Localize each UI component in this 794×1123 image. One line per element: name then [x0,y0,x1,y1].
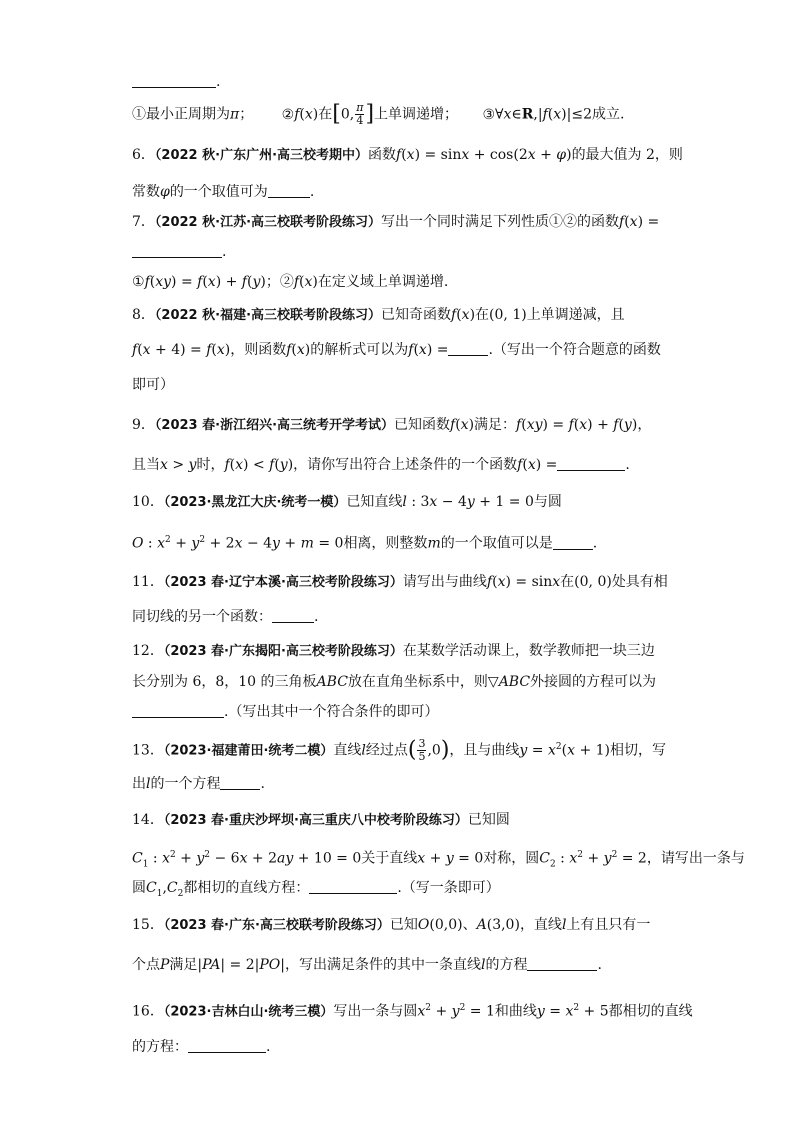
answer-blank[interactable] [132,703,224,718]
answer-blank[interactable] [527,956,597,971]
answer-blank[interactable] [220,775,260,790]
q15-line2: 个点P满足|PA| = 2|PO|，写出满足条件的其中一条直线l的方程 . [132,957,602,973]
q13-line2: 出l的一个方程 . [132,776,265,792]
q14-line2: $C_1$ : $x^2 + y^2 - 6x + 2ay + 10 = 0$关于直线x + y = 0对称，圆$C_2$ : $x^2 + y^2 = 2$，请写出一条与 [132,850,745,870]
q10-line1: 10．（2023·黑龙江大庆·统考一模）已知直线l : 3x − 4y + 1 = 0与圆 [132,494,562,510]
q5-answer-line: . [132,72,220,92]
answer-blank[interactable] [553,535,593,550]
answer-blank[interactable] [132,73,216,88]
q7-conditions: ①f(xy) = f(x) + f(y)；②f(x)在定义域上单调递增. [132,274,449,290]
q8-line2: f(x + 4) = f(x)，则函数f(x)的解析式可以为f(x) = .（写出一个符合题意的函数 [132,342,661,358]
q16-line1: 16．（2023·吉林白山·统考三模）写出一条与圆$x^2 + y^2 = 1$和曲线$y = x^2 + 5$都相切的直线 [132,1003,693,1020]
q7-line1: 7．（2022 秋·江苏·高三校联考阶段练习）写出一个同时满足下列性质①②的函数f(x) = [132,214,660,230]
answer-blank[interactable] [309,879,397,894]
q16-line2: 的方程： . [132,1039,271,1055]
q12-line1: 12．（2023 春·广东揭阳·高三校考阶段练习）在某数学活动课上，数学教师把一块三边 [132,643,655,659]
answer-blank[interactable] [272,608,314,623]
q14-line3: 圆$C_1,C_2$都相切的直线方程： .（写一条即可） [132,880,500,899]
q14-line1: 14．（2023 春·重庆沙坪坝·高三重庆八中校考阶段练习）已知圆 [132,812,510,828]
q6-line2: 常数φ的一个取值可为 . [132,184,315,200]
answer-blank[interactable] [557,456,625,471]
answer-blank[interactable] [268,183,310,198]
q10-line2: O : $x^2 + y^2 + 2x - 4y + m = 0$相离，则整数m的一个取值可以是 . [132,535,598,552]
q6-line1: 6．（2022 秋·广东广州·高三校考期中）函数f(x) = sinx + cos(2x + φ)的最大值为 2，则 [132,147,683,163]
q5-conditions: ①最小正周期为π； ②f(x)在[0, $\frac{\pi}{4}$ ]上单调递增； ③∀x∈R,|f(x)|≤2成立. [132,101,625,127]
q12-line2: 长分别为 6，8，10 的三角板ABC放在直角坐标系中，则▽ABC外接圆的方程可以为 [132,674,657,690]
answer-blank[interactable] [448,341,488,356]
answer-blank[interactable] [188,1038,266,1053]
q8-line3: 即可） [132,377,174,393]
q9-line2: 且当x > y时，f(x) < f(y)，请你写出符合上述条件的一个函数f(x) = . [132,457,630,473]
q11-line1: 11．（2023 春·辽宁本溪·高三校考阶段练习）请写出与曲线f(x) = sinx在(0, 0)处具有相 [132,574,668,590]
answer-blank[interactable] [132,243,222,258]
q9-line1: 9．（2023 春·浙江绍兴·高三统考开学考试）已知函数f(x)满足：f(xy) = f(x) + f(y)， [132,417,652,433]
q7-line2: . [132,242,226,262]
q11-line2: 同切线的另一个函数： . [132,609,319,625]
q13-line1: 13．（2023·福建莆田·统考二模）直线l经过点( $\frac{3}{5}$ ,0)，且与曲线$y = x^2(x + 1)$相切，写 [132,737,666,764]
q15-line1: 15．（2023 春·广东·高三校联考阶段练习）已知O(0,0)、A(3,0)，直线l上有且只有一 [132,917,651,933]
q8-line1: 8．（2022 秋·福建·高三校联考阶段练习）已知奇函数f(x)在(0, 1)上单调递减，且 [132,307,625,323]
q12-line3: .（写出其中一个符合条件的即可） [132,702,438,722]
